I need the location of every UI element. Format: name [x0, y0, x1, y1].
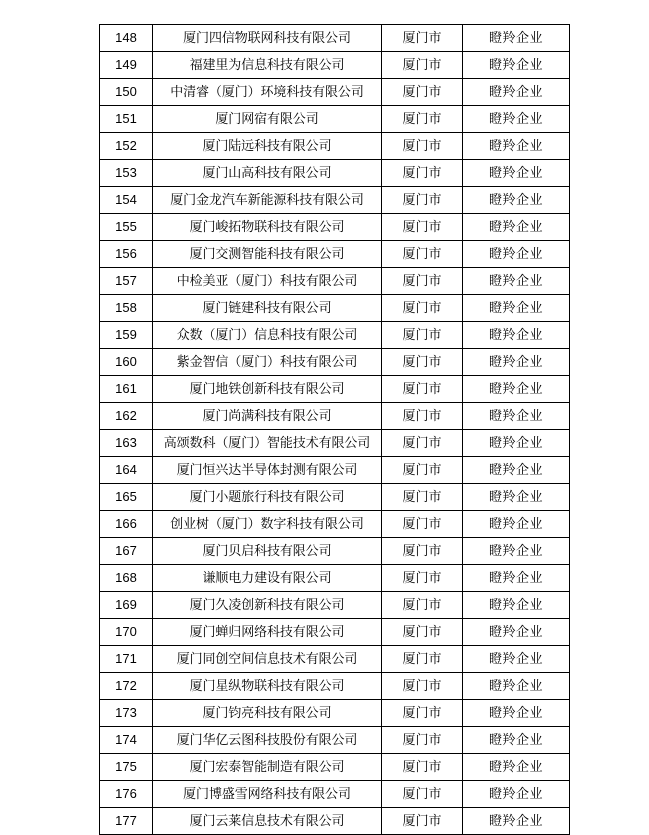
- table-row: [100, 565, 570, 592]
- company-list-table-container: [99, 24, 551, 835]
- cell-category: 瞪羚企业: [463, 781, 570, 808]
- cell-city: 厦门市: [382, 295, 463, 322]
- cell-city: 厦门市: [382, 160, 463, 187]
- cell-category: 瞪羚企业: [463, 700, 570, 727]
- cell-company-name: 谦顺电力建设有限公司: [153, 565, 382, 592]
- cell-company-name: 厦门山高科技有限公司: [153, 160, 382, 187]
- cell-category: 瞪羚企业: [463, 457, 570, 484]
- cell-city: 厦门市: [382, 106, 463, 133]
- cell-city: 厦门市: [382, 457, 463, 484]
- cell-company-name: 厦门钧亮科技有限公司: [153, 700, 382, 727]
- company-list-table-body: [100, 25, 570, 835]
- cell-company-name: 厦门贝启科技有限公司: [153, 538, 382, 565]
- cell-city: 厦门市: [382, 25, 463, 52]
- cell-index: 151: [100, 106, 153, 133]
- cell-company-name: 厦门蝉归网络科技有限公司: [153, 619, 382, 646]
- cell-city: 厦门市: [382, 79, 463, 106]
- cell-company-name: 紫金智信（厦门）科技有限公司: [153, 349, 382, 376]
- table-row: [100, 187, 570, 214]
- cell-city: 厦门市: [382, 133, 463, 160]
- cell-company-name: 厦门金龙汽车新能源科技有限公司: [153, 187, 382, 214]
- cell-company-name: 厦门尚满科技有限公司: [153, 403, 382, 430]
- cell-city: 厦门市: [382, 646, 463, 673]
- cell-city: 厦门市: [382, 619, 463, 646]
- cell-category: 瞪羚企业: [463, 673, 570, 700]
- cell-index: 162: [100, 403, 153, 430]
- table-row: [100, 673, 570, 700]
- cell-company-name: 中检美亚（厦门）科技有限公司: [153, 268, 382, 295]
- cell-index: 167: [100, 538, 153, 565]
- table-row: [100, 214, 570, 241]
- table-row: [100, 592, 570, 619]
- table-row: [100, 430, 570, 457]
- cell-index: 165: [100, 484, 153, 511]
- cell-category: 瞪羚企业: [463, 754, 570, 781]
- cell-category: 瞪羚企业: [463, 808, 570, 835]
- cell-index: 154: [100, 187, 153, 214]
- table-row: [100, 619, 570, 646]
- cell-company-name: 众数（厦门）信息科技有限公司: [153, 322, 382, 349]
- cell-index: 160: [100, 349, 153, 376]
- cell-city: 厦门市: [382, 592, 463, 619]
- cell-company-name: 厦门宏泰智能制造有限公司: [153, 754, 382, 781]
- cell-city: 厦门市: [382, 484, 463, 511]
- cell-category: 瞪羚企业: [463, 160, 570, 187]
- cell-index: 153: [100, 160, 153, 187]
- cell-company-name: 厦门峻拓物联科技有限公司: [153, 214, 382, 241]
- cell-index: 172: [100, 673, 153, 700]
- cell-index: 175: [100, 754, 153, 781]
- table-row: [100, 781, 570, 808]
- cell-company-name: 厦门华亿云图科技股份有限公司: [153, 727, 382, 754]
- cell-category: 瞪羚企业: [463, 187, 570, 214]
- table-row: [100, 322, 570, 349]
- cell-index: 156: [100, 241, 153, 268]
- cell-company-name: 福建里为信息科技有限公司: [153, 52, 382, 79]
- cell-index: 164: [100, 457, 153, 484]
- cell-category: 瞪羚企业: [463, 295, 570, 322]
- cell-company-name: 厦门陆远科技有限公司: [153, 133, 382, 160]
- cell-city: 厦门市: [382, 349, 463, 376]
- cell-category: 瞪羚企业: [463, 376, 570, 403]
- table-row: [100, 754, 570, 781]
- cell-category: 瞪羚企业: [463, 106, 570, 133]
- table-row: [100, 700, 570, 727]
- table-row: [100, 133, 570, 160]
- table-row: [100, 295, 570, 322]
- cell-company-name: 中清睿（厦门）环境科技有限公司: [153, 79, 382, 106]
- cell-category: 瞪羚企业: [463, 430, 570, 457]
- cell-index: 155: [100, 214, 153, 241]
- cell-company-name: 厦门链建科技有限公司: [153, 295, 382, 322]
- cell-category: 瞪羚企业: [463, 565, 570, 592]
- table-row: [100, 538, 570, 565]
- cell-index: 149: [100, 52, 153, 79]
- cell-index: 150: [100, 79, 153, 106]
- cell-category: 瞪羚企业: [463, 646, 570, 673]
- table-row: [100, 79, 570, 106]
- cell-company-name: 厦门交测智能科技有限公司: [153, 241, 382, 268]
- cell-company-name: 厦门云莱信息技术有限公司: [153, 808, 382, 835]
- cell-index: 168: [100, 565, 153, 592]
- table-row: [100, 403, 570, 430]
- table-row: [100, 646, 570, 673]
- cell-category: 瞪羚企业: [463, 727, 570, 754]
- table-row: [100, 808, 570, 835]
- cell-city: 厦门市: [382, 754, 463, 781]
- cell-city: 厦门市: [382, 241, 463, 268]
- cell-company-name: 厦门地铁创新科技有限公司: [153, 376, 382, 403]
- cell-index: 176: [100, 781, 153, 808]
- cell-city: 厦门市: [382, 538, 463, 565]
- cell-category: 瞪羚企业: [463, 52, 570, 79]
- cell-city: 厦门市: [382, 322, 463, 349]
- table-row: [100, 511, 570, 538]
- cell-category: 瞪羚企业: [463, 538, 570, 565]
- cell-city: 厦门市: [382, 565, 463, 592]
- cell-category: 瞪羚企业: [463, 511, 570, 538]
- cell-city: 厦门市: [382, 52, 463, 79]
- cell-index: 159: [100, 322, 153, 349]
- cell-city: 厦门市: [382, 511, 463, 538]
- table-row: [100, 106, 570, 133]
- cell-city: 厦门市: [382, 403, 463, 430]
- cell-category: 瞪羚企业: [463, 619, 570, 646]
- cell-index: 177: [100, 808, 153, 835]
- cell-index: 161: [100, 376, 153, 403]
- table-row: [100, 376, 570, 403]
- cell-city: 厦门市: [382, 808, 463, 835]
- cell-index: 166: [100, 511, 153, 538]
- table-row: [100, 268, 570, 295]
- cell-city: 厦门市: [382, 187, 463, 214]
- cell-category: 瞪羚企业: [463, 349, 570, 376]
- cell-category: 瞪羚企业: [463, 403, 570, 430]
- cell-category: 瞪羚企业: [463, 25, 570, 52]
- table-row: [100, 241, 570, 268]
- cell-company-name: 厦门久凌创新科技有限公司: [153, 592, 382, 619]
- cell-company-name: 高颂数科（厦门）智能技术有限公司: [153, 430, 382, 457]
- cell-city: 厦门市: [382, 214, 463, 241]
- cell-company-name: 厦门小题旅行科技有限公司: [153, 484, 382, 511]
- cell-company-name: 厦门恒兴达半导体封测有限公司: [153, 457, 382, 484]
- cell-category: 瞪羚企业: [463, 214, 570, 241]
- cell-company-name: 厦门网宿有限公司: [153, 106, 382, 133]
- table-row: [100, 349, 570, 376]
- table-row: [100, 25, 570, 52]
- cell-company-name: 厦门同创空间信息技术有限公司: [153, 646, 382, 673]
- cell-category: 瞪羚企业: [463, 241, 570, 268]
- cell-category: 瞪羚企业: [463, 322, 570, 349]
- cell-category: 瞪羚企业: [463, 79, 570, 106]
- cell-index: 174: [100, 727, 153, 754]
- cell-index: 152: [100, 133, 153, 160]
- table-row: [100, 727, 570, 754]
- cell-index: 173: [100, 700, 153, 727]
- cell-index: 148: [100, 25, 153, 52]
- cell-index: 171: [100, 646, 153, 673]
- cell-city: 厦门市: [382, 781, 463, 808]
- cell-index: 169: [100, 592, 153, 619]
- cell-city: 厦门市: [382, 727, 463, 754]
- cell-category: 瞪羚企业: [463, 133, 570, 160]
- cell-city: 厦门市: [382, 376, 463, 403]
- table-row: [100, 52, 570, 79]
- cell-company-name: 厦门四信物联网科技有限公司: [153, 25, 382, 52]
- table-row: [100, 457, 570, 484]
- cell-category: 瞪羚企业: [463, 484, 570, 511]
- cell-city: 厦门市: [382, 430, 463, 457]
- cell-category: 瞪羚企业: [463, 268, 570, 295]
- table-row: [100, 160, 570, 187]
- cell-index: 163: [100, 430, 153, 457]
- cell-city: 厦门市: [382, 700, 463, 727]
- cell-index: 170: [100, 619, 153, 646]
- cell-company-name: 创业树（厦门）数字科技有限公司: [153, 511, 382, 538]
- cell-company-name: 厦门博盛雪网络科技有限公司: [153, 781, 382, 808]
- cell-index: 157: [100, 268, 153, 295]
- cell-city: 厦门市: [382, 673, 463, 700]
- cell-category: 瞪羚企业: [463, 592, 570, 619]
- cell-company-name: 厦门星纵物联科技有限公司: [153, 673, 382, 700]
- cell-index: 158: [100, 295, 153, 322]
- cell-city: 厦门市: [382, 268, 463, 295]
- company-list-table: [99, 24, 570, 835]
- table-row: [100, 484, 570, 511]
